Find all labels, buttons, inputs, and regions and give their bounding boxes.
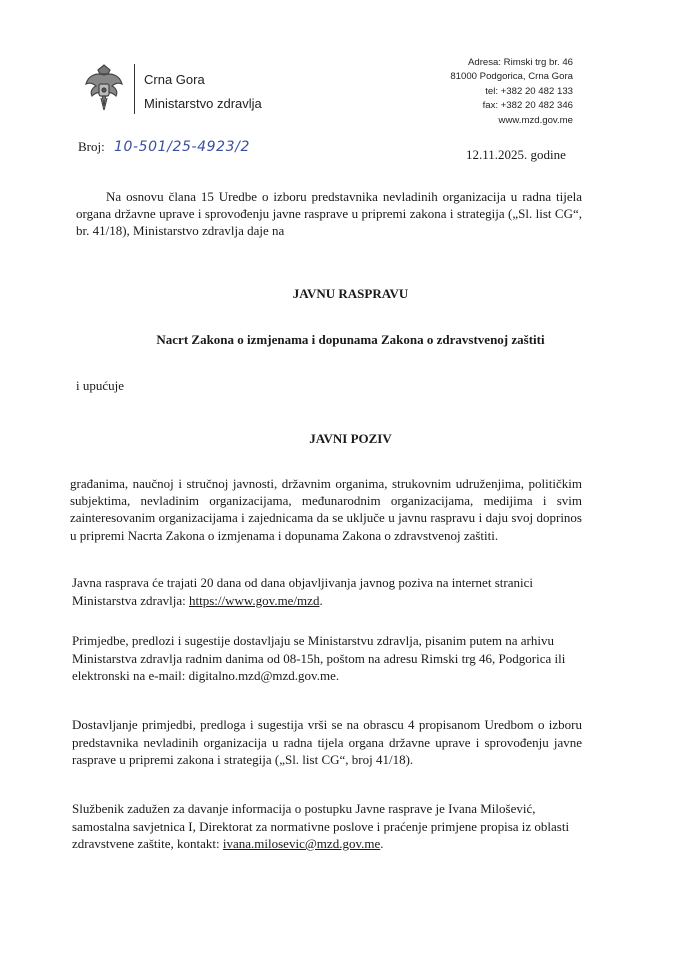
intro-paragraph: Na osnovu člana 15 Uredbe o izboru predstavnika nevladinih organizacija u radna tijela organa državne uprave i sprovođenju javne rasprave u pripremi zakona i strategija („Sl. list CG“, br. 41/18), Ministarstvo zdravlja daje na [76, 189, 582, 238]
address-line: 81000 Podgorica, Crna Gora [450, 71, 573, 83]
heading-javni-poziv: JAVNI POZIV [309, 431, 392, 446]
duration-paragraph [72, 574, 582, 609]
contact-text: Službenik zadužen za davanje informacija o postupku Javne rasprave je Ivana Milošević, samostalna savjetnica I, Direktorat za normativne poslove i praćenje primjene propisa iz oblasti zdravstvene zaštite, kontakt: [72, 801, 570, 851]
duration-end: . [319, 592, 323, 608]
contact-paragraph [72, 800, 582, 853]
submission-paragraph: Primjedbe, predlozi i sugestije dostavljaju se Ministarstvu zdravlja, pisanim putem na arhivu Ministarstva zdravlja radnim danima od 08-15h, poštom na adresu Rimski trg 46, Podgorica ili elektronski na e-mail: digitalno.mzd@mzd.gov.me. [72, 633, 566, 683]
heading-javna-rasprava: JAVNU RASPRAVU [292, 286, 409, 301]
ministry-name: Ministarstvo zdravlja [144, 96, 262, 111]
duration-text: Javna rasprava će trajati 20 dana od dana objavljivanja javnog poziva na internet stranici Ministarstva zdravlja: [72, 575, 533, 608]
ministry-website-link[interactable]: https://www.gov.me/mzd [188, 592, 320, 608]
phone-line: tel: +382 20 482 133 [485, 85, 573, 97]
coat-of-arms-icon [82, 62, 126, 116]
reference-number [78, 139, 250, 155]
ministry-name-block [144, 68, 262, 116]
heading-law-title: Nacrt Zakona o izmjenama i dopunama Zakona o zdravstvenoj zaštiti [156, 332, 545, 347]
country-name: Crna Gora [144, 72, 205, 87]
invitation-paragraph: građanima, naučnoj i stručnoj javnosti, državnim organima, strukovnim udruženjima, političkim subjektima, nevladinim organizacijama, međunarodnim organizacijama, medijima i svim zainteresovanim organizacijama i zajednicama da se uključe u javnu raspravu i daju svoj doprinos u pripremi Nacrta Zakona o izmjenama i dopunama Zakona o zdravstvenoj zaštiti. [70, 476, 582, 543]
form-paragraph: Dostavljanje primjedbi, predloga i sugestija vrši se na obrascu 4 propisanom Uredbom o izboru predstavnika nevladinih organizacija u radna tijela organa državne uprave i sprovođenju javne rasprave u pripremi zakona i strategija („Sl. list CG“, broj 41/18). [72, 717, 582, 767]
contact-email-link[interactable]: ivana.milosevic@mzd.gov.me [222, 836, 381, 851]
reference-label: Broj: [78, 139, 105, 154]
handwritten-reference: 10-501/25-4923/2 [113, 139, 251, 155]
website-line: www.mzd.gov.me [498, 114, 573, 126]
header-divider [134, 64, 135, 114]
address-line: Adresa: Rimski trg br. 46 [467, 57, 573, 68]
contact-end: . [380, 836, 384, 851]
upucuje-text: i upućuje [76, 378, 125, 393]
address-block [450, 56, 573, 128]
document-date: 12.11.2025. godine [466, 147, 566, 162]
fax-line: fax: +382 20 482 346 [482, 100, 573, 112]
